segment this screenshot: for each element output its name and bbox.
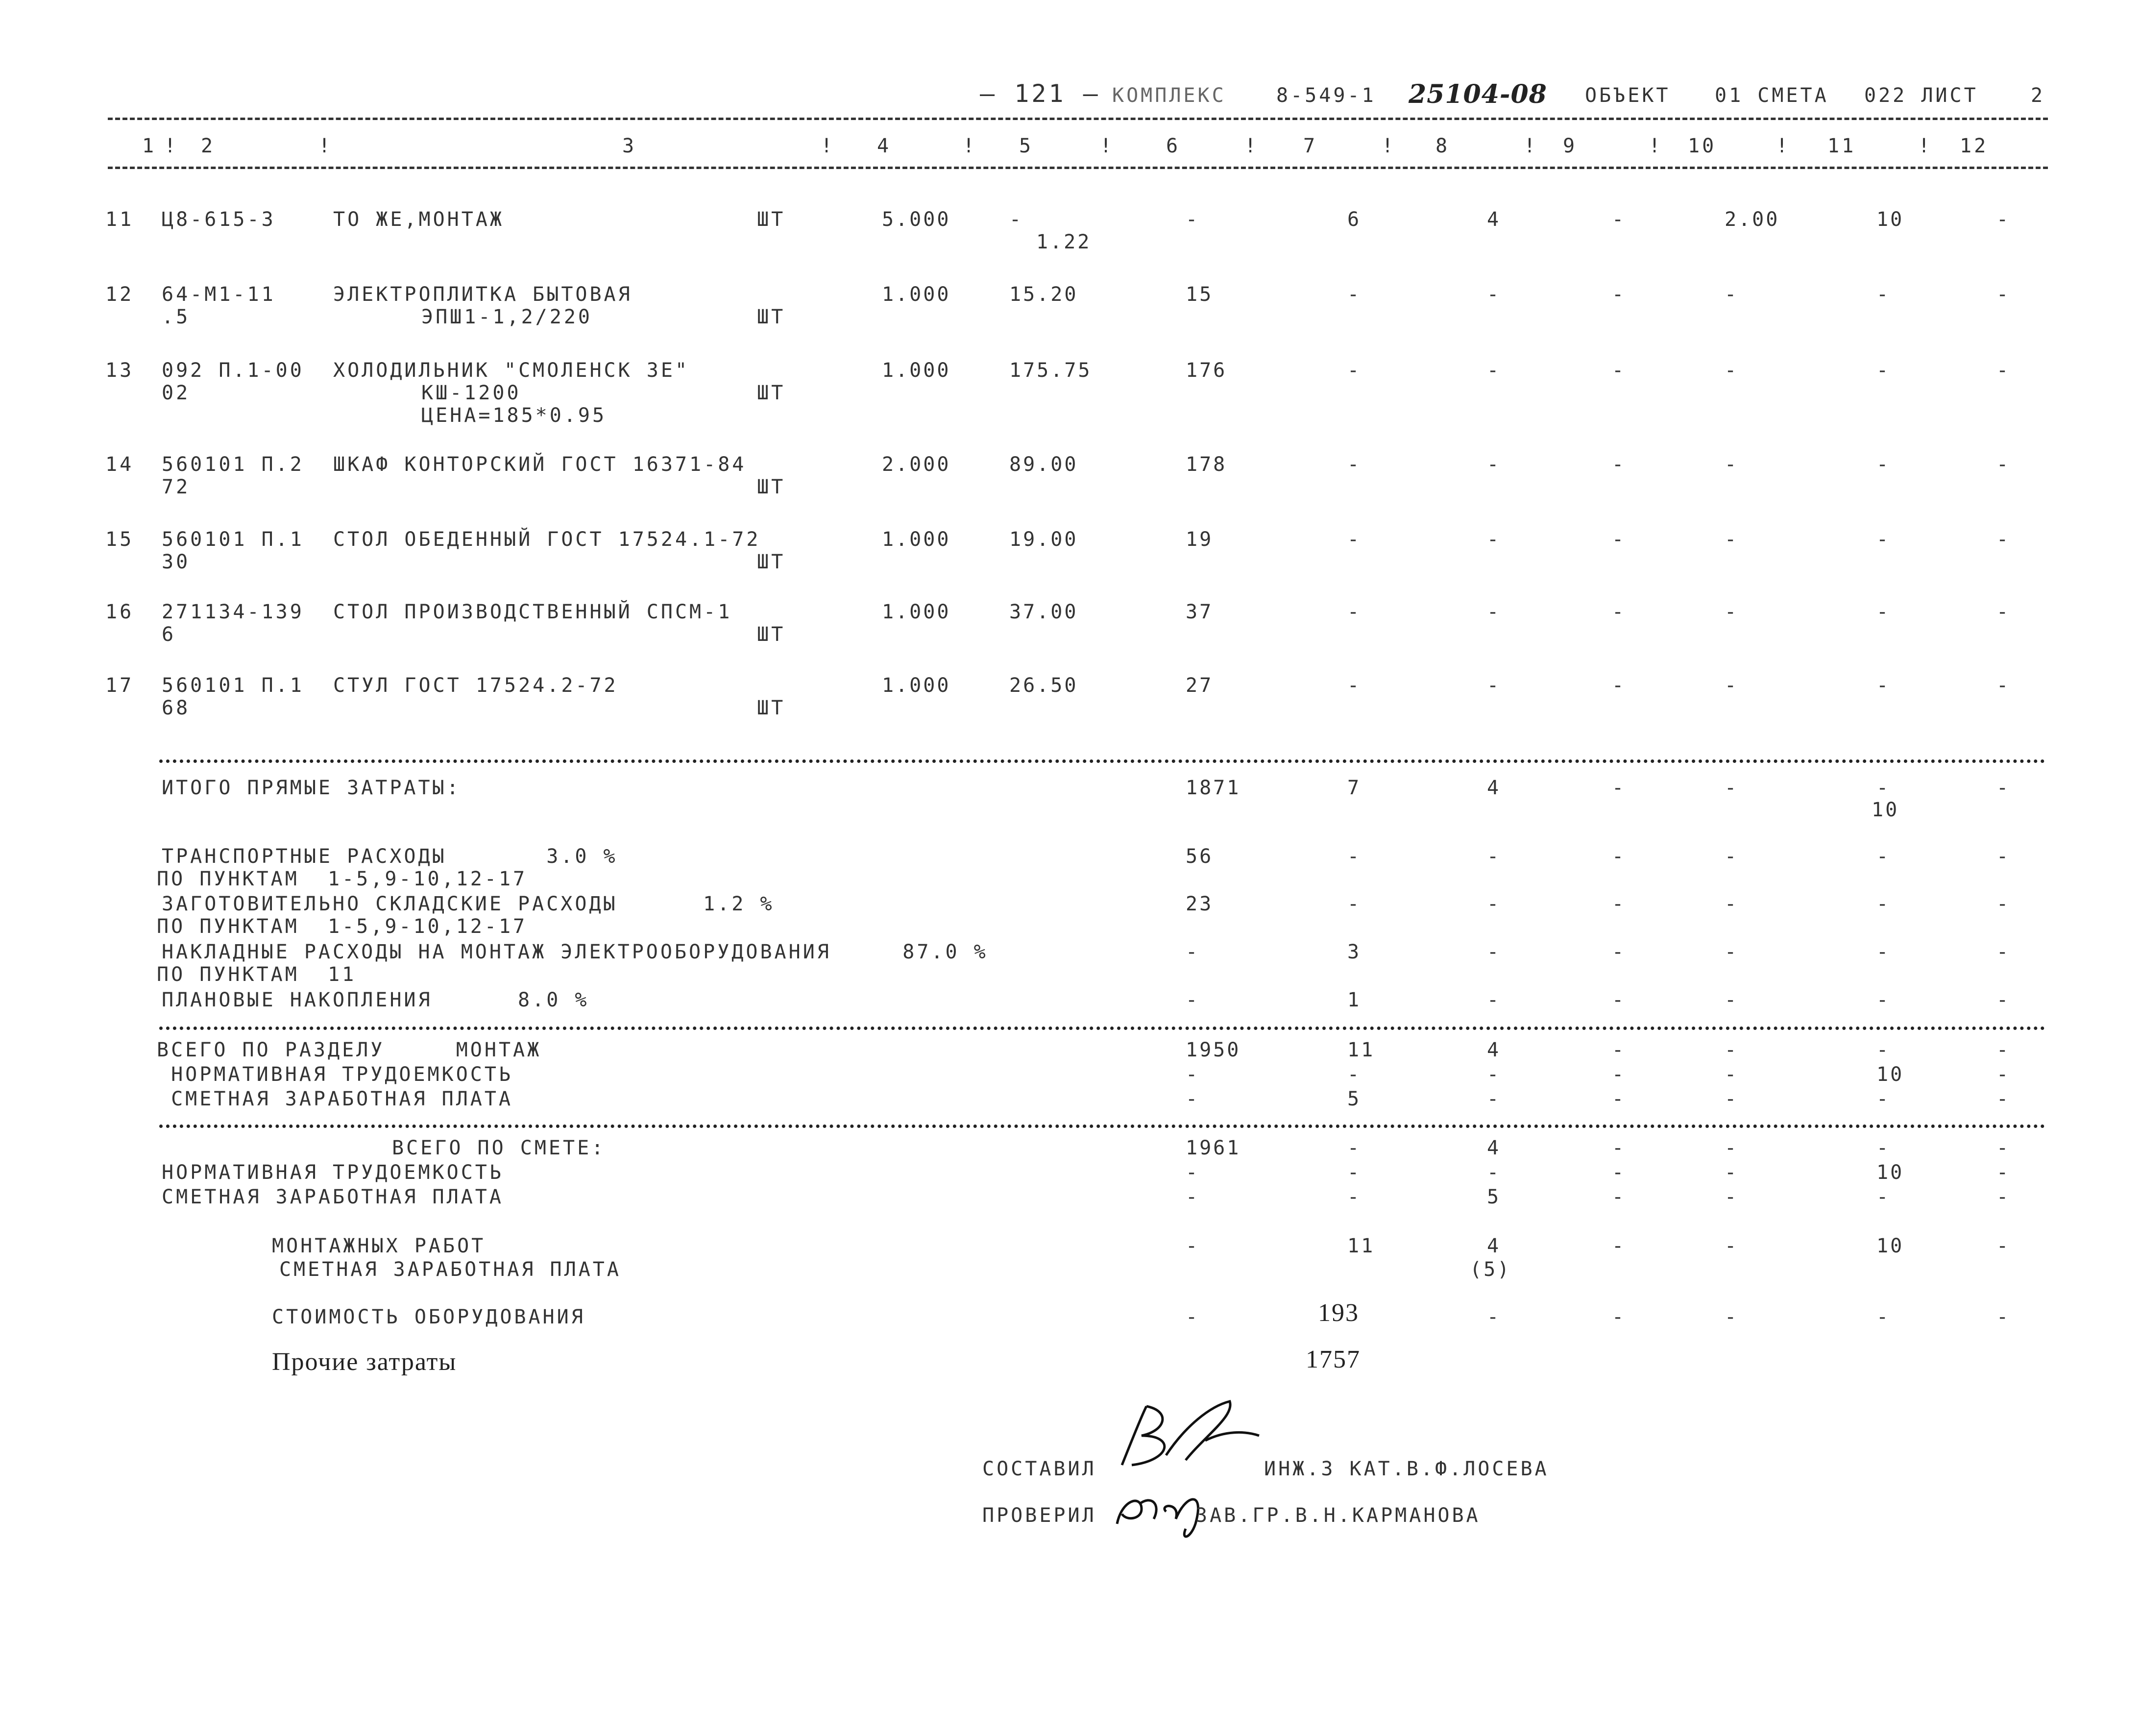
section-total-c11: 10 xyxy=(1876,1063,1904,1086)
row-code: 560101 П.1 xyxy=(162,674,304,697)
column-separator: ! xyxy=(1776,135,1791,157)
smeta-total-label: СМЕТНАЯ ЗАРАБОТНАЯ ПЛАТА xyxy=(162,1186,504,1208)
smeta-total-c8: 4 xyxy=(1487,1137,1501,1159)
equipment-c9: - xyxy=(1612,1306,1626,1328)
row-c12: - xyxy=(1996,283,2011,306)
row-c12: - xyxy=(1996,674,2011,697)
smeta-total-c10: - xyxy=(1725,1137,1739,1159)
row-price: 15.20 xyxy=(1009,283,1078,306)
row-name: ХОЛОДИЛЬНИК "СМОЛЕНСК 3Е" xyxy=(333,359,690,382)
row-c6: 19 xyxy=(1186,528,1214,551)
row-quantity: 1.000 xyxy=(882,528,951,551)
overhead-label: ПЛАНОВЫЕ НАКОПЛЕНИЯ 8.0 % xyxy=(162,989,589,1011)
row-c8: 4 xyxy=(1487,208,1501,231)
montazh-c12: - xyxy=(1996,1235,2011,1257)
smeta-total-c7: - xyxy=(1347,1137,1362,1159)
column-separator: ! xyxy=(1524,135,1538,157)
smeta-total-c12: - xyxy=(1996,1137,2011,1159)
itogo-label: ИТОГО ПРЯМЫЕ ЗАТРАТЫ: xyxy=(162,777,461,799)
checked-by-name: ЗАВ.ГР.В.Н.КАРМАНОВА xyxy=(1195,1504,1481,1527)
row-c8: - xyxy=(1487,601,1501,623)
row-code-suffix: .5 xyxy=(162,306,191,328)
column-number-5: 5 xyxy=(1019,135,1034,157)
overhead-c9: - xyxy=(1612,893,1626,915)
row-c6: 27 xyxy=(1186,674,1214,697)
column-separator: ! xyxy=(1100,135,1115,157)
section-total-c11: - xyxy=(1876,1039,1891,1061)
sheet-number: 2 xyxy=(2031,84,2045,107)
overhead-c11: - xyxy=(1876,893,1891,915)
row-c6: 178 xyxy=(1186,453,1227,476)
section-total-c12: - xyxy=(1996,1039,2011,1061)
column-number-9: 9 xyxy=(1563,135,1578,157)
itogo-c11-line2: 10 xyxy=(1872,799,1899,821)
row-c11: - xyxy=(1876,674,1891,697)
overhead-label: ЗАГОТОВИТЕЛЬНО СКЛАДСКИЕ РАСХОДЫ 1.2 % xyxy=(162,893,775,915)
row-name-line3: ЦЕНА=185*0.95 xyxy=(421,404,607,427)
row-c6: 176 xyxy=(1186,359,1227,382)
section-total-c7: - xyxy=(1347,1063,1362,1086)
row-c11: - xyxy=(1876,359,1891,382)
overhead-c6: 23 xyxy=(1186,893,1214,915)
overhead-subject: ПО ПУНКТАМ 1-5,9-10,12-17 xyxy=(157,868,528,890)
column-number-1: 1 xyxy=(142,135,157,157)
row-unit: ШТ xyxy=(757,551,786,573)
section-total-c7: 11 xyxy=(1347,1039,1375,1061)
row-number: 13 xyxy=(105,359,134,382)
row-unit: ШТ xyxy=(757,476,786,498)
column-separator: ! xyxy=(1649,135,1663,157)
row-c7: - xyxy=(1347,528,1362,551)
overhead-subject: ПО ПУНКТАМ 1-5,9-10,12-17 xyxy=(157,915,528,938)
smeta-total-c11: - xyxy=(1876,1186,1891,1208)
row-c7: - xyxy=(1347,453,1362,476)
row-c7: - xyxy=(1347,674,1362,697)
row-price: 19.00 xyxy=(1009,528,1078,551)
column-separator: ! xyxy=(1382,135,1396,157)
row-name: СТОЛ ПРОИЗВОДСТВЕННЫЙ СПСМ-1 xyxy=(333,601,732,623)
row-name: СТУЛ ГОСТ 17524.2-72 xyxy=(333,674,618,697)
row-code: 560101 П.1 xyxy=(162,528,304,551)
overhead-c12: - xyxy=(1996,941,2011,963)
row-code-suffix: 30 xyxy=(162,551,191,573)
page-number: – 121 – xyxy=(980,79,1100,108)
other-costs-value: 1757 xyxy=(1306,1345,1361,1373)
smeta-total-c9: - xyxy=(1612,1161,1626,1184)
smeta-total-label: НОРМАТИВНАЯ ТРУДОЕМКОСТЬ xyxy=(162,1161,504,1184)
row-code: 64-М1-11 xyxy=(162,283,276,306)
row-quantity: 5.000 xyxy=(882,208,951,231)
montazh-c6: - xyxy=(1186,1235,1200,1257)
row-c7: - xyxy=(1347,359,1362,382)
itogo-c10: - xyxy=(1725,777,1739,799)
section-total-c8: 4 xyxy=(1487,1039,1501,1061)
montazh-c7: 11 xyxy=(1347,1235,1375,1257)
row-c7: - xyxy=(1347,283,1362,306)
overhead-subject: ПО ПУНКТАМ 11 xyxy=(157,963,357,986)
section-total-c10: - xyxy=(1725,1039,1739,1061)
row-number: 11 xyxy=(105,208,134,231)
dotted-divider-2 xyxy=(159,1027,2045,1030)
section-total-c10: - xyxy=(1725,1088,1739,1110)
row-c10: - xyxy=(1725,453,1739,476)
overhead-c10: - xyxy=(1725,893,1739,915)
row-c6: 15 xyxy=(1186,283,1214,306)
project-number: 25104-08 xyxy=(1409,79,1547,109)
equipment-c8: - xyxy=(1487,1306,1501,1328)
montazh-c10: - xyxy=(1725,1235,1739,1257)
row-c11: - xyxy=(1876,601,1891,623)
row-unit: ШТ xyxy=(757,382,786,404)
row-number: 14 xyxy=(105,453,134,476)
column-separator: ! xyxy=(164,135,179,157)
row-c10: - xyxy=(1725,601,1739,623)
smeta-total-c6: 1961 xyxy=(1186,1137,1241,1159)
row-c8: - xyxy=(1487,283,1501,306)
row-c8: - xyxy=(1487,453,1501,476)
smeta-total-label: ВСЕГО ПО СМЕТЕ: xyxy=(392,1137,606,1159)
dotted-divider-3 xyxy=(159,1125,2045,1128)
column-number-8: 8 xyxy=(1435,135,1450,157)
montazh-c9: - xyxy=(1612,1235,1626,1257)
itogo-c12: - xyxy=(1996,777,2011,799)
section-total-label: СМЕТНАЯ ЗАРАБОТНАЯ ПЛАТА xyxy=(157,1088,513,1110)
row-c9: - xyxy=(1612,283,1626,306)
row-c8: - xyxy=(1487,359,1501,382)
column-number-4: 4 xyxy=(877,135,892,157)
compiled-by-label: СОСТАВИЛ xyxy=(982,1458,1096,1480)
overhead-c11: - xyxy=(1876,989,1891,1011)
row-quantity: 1.000 xyxy=(882,359,951,382)
overhead-c11: - xyxy=(1876,941,1891,963)
column-separator: ! xyxy=(318,135,333,157)
row-c6: 37 xyxy=(1186,601,1214,623)
overhead-c11: - xyxy=(1876,845,1891,868)
smeta-total-c12: - xyxy=(1996,1186,2011,1208)
dotted-divider-1 xyxy=(159,759,2045,763)
compiled-by-name: ИНЖ.3 КАТ.В.Ф.ЛОСЕВА xyxy=(1264,1458,1549,1480)
smeta-total-c11: - xyxy=(1876,1137,1891,1159)
row-quantity: 1.000 xyxy=(882,674,951,697)
itogo-c9: - xyxy=(1612,777,1626,799)
column-separator: ! xyxy=(963,135,977,157)
equipment-c7: 193 xyxy=(1318,1299,1359,1327)
row-c11: 10 xyxy=(1876,208,1904,231)
section-total-label: ВСЕГО ПО РАЗДЕЛУ МОНТАЖ xyxy=(157,1039,542,1061)
column-number-3: 3 xyxy=(622,135,637,157)
section-total-c6: - xyxy=(1186,1088,1200,1110)
column-number-11: 11 xyxy=(1827,135,1856,157)
section-total-c6: 1950 xyxy=(1186,1039,1241,1061)
equipment-c10: - xyxy=(1725,1306,1739,1328)
row-unit: ШТ xyxy=(757,697,786,719)
row-code-suffix: 02 xyxy=(162,382,191,404)
smeta-total-c8: - xyxy=(1487,1161,1501,1184)
itogo-c7: 7 xyxy=(1347,777,1362,799)
row-c12: - xyxy=(1996,601,2011,623)
column-number-2: 2 xyxy=(201,135,216,157)
overhead-c10: - xyxy=(1725,989,1739,1011)
checked-by-label: ПРОВЕРИЛ xyxy=(982,1504,1096,1527)
row-c9: - xyxy=(1612,359,1626,382)
smeta-total-c11: 10 xyxy=(1876,1161,1904,1184)
row-c10: - xyxy=(1725,359,1739,382)
montazh-c8-line2: (5) xyxy=(1470,1258,1511,1281)
overhead-c10: - xyxy=(1725,845,1739,868)
complex-code: 8-549-1 xyxy=(1276,84,1376,107)
overhead-c7: - xyxy=(1347,845,1362,868)
overhead-c9: - xyxy=(1612,989,1626,1011)
smeta-total-c12: - xyxy=(1996,1161,2011,1184)
row-price: - xyxy=(1009,208,1023,231)
smeta-total-c10: - xyxy=(1725,1186,1739,1208)
row-number: 12 xyxy=(105,283,134,306)
section-total-c6: - xyxy=(1186,1063,1200,1086)
section-total-label: НОРМАТИВНАЯ ТРУДОЕМКОСТЬ xyxy=(157,1063,513,1086)
overhead-c7: - xyxy=(1347,893,1362,915)
montazh-label: МОНТАЖНЫХ РАБОТ xyxy=(272,1235,486,1257)
smeta-label: 01 СМЕТА xyxy=(1715,84,1829,107)
section-total-c12: - xyxy=(1996,1088,2011,1110)
overhead-c12: - xyxy=(1996,845,2011,868)
section-total-c9: - xyxy=(1612,1088,1626,1110)
overhead-label: НАКЛАДНЫЕ РАСХОДЫ НА МОНТАЖ ЭЛЕКТРООБОРУДОВАНИЯ 87.0 % xyxy=(162,941,988,963)
column-number-7: 7 xyxy=(1303,135,1318,157)
row-c11: - xyxy=(1876,453,1891,476)
row-code-suffix: 72 xyxy=(162,476,191,498)
row-c9: - xyxy=(1612,453,1626,476)
row-c7: 6 xyxy=(1347,208,1362,231)
section-total-c12: - xyxy=(1996,1063,2011,1086)
row-c12: - xyxy=(1996,528,2011,551)
section-total-c11: - xyxy=(1876,1088,1891,1110)
overhead-c6: - xyxy=(1186,989,1200,1011)
row-price: 89.00 xyxy=(1009,453,1078,476)
column-number-6: 6 xyxy=(1166,135,1181,157)
montazh-c8: 4 xyxy=(1487,1235,1501,1257)
row-c12: - xyxy=(1996,208,2011,231)
row-c8: - xyxy=(1487,674,1501,697)
row-number: 15 xyxy=(105,528,134,551)
smeta-total-c7: - xyxy=(1347,1161,1362,1184)
overhead-c9: - xyxy=(1612,941,1626,963)
column-number-10: 10 xyxy=(1688,135,1717,157)
overhead-label: ТРАНСПОРТНЫЕ РАСХОДЫ 3.0 % xyxy=(162,845,618,868)
row-c11: - xyxy=(1876,528,1891,551)
overhead-c8: - xyxy=(1487,989,1501,1011)
row-unit: ШТ xyxy=(757,306,786,328)
overhead-c10: - xyxy=(1725,941,1739,963)
montazh-sub-label: СМЕТНАЯ ЗАРАБОТНАЯ ПЛАТА xyxy=(279,1258,621,1281)
smeta-total-c6: - xyxy=(1186,1161,1200,1184)
row-code-suffix: 6 xyxy=(162,623,176,646)
column-separator: ! xyxy=(1244,135,1259,157)
sheet-label: 022 ЛИСТ xyxy=(1864,84,1978,107)
section-total-c9: - xyxy=(1612,1063,1626,1086)
row-quantity: 1.000 xyxy=(882,283,951,306)
row-quantity: 2.000 xyxy=(882,453,951,476)
section-total-c8: - xyxy=(1487,1088,1501,1110)
itogo-c11: - xyxy=(1876,777,1891,799)
row-c9: - xyxy=(1612,208,1626,231)
row-name: ШКАФ КОНТОРСКИЙ ГОСТ 16371-84 xyxy=(333,453,747,476)
row-code: Ц8-615-3 xyxy=(162,208,276,231)
column-separator: ! xyxy=(821,135,835,157)
row-code: 092 П.1-00 xyxy=(162,359,304,382)
overhead-c7: 3 xyxy=(1347,941,1362,963)
row-c9: - xyxy=(1612,674,1626,697)
overhead-c9: - xyxy=(1612,845,1626,868)
overhead-c12: - xyxy=(1996,893,2011,915)
row-name: СТОЛ ОБЕДЕННЫЙ ГОСТ 17524.1-72 xyxy=(333,528,761,551)
signature-1-icon xyxy=(1112,1396,1269,1480)
overhead-c6: - xyxy=(1186,941,1200,963)
row-name: ТО ЖЕ,МОНТАЖ xyxy=(333,208,504,231)
section-total-c7: 5 xyxy=(1347,1088,1362,1110)
row-c12: - xyxy=(1996,453,2011,476)
row-price: 37.00 xyxy=(1009,601,1078,623)
column-separator: ! xyxy=(1918,135,1933,157)
header-top-rule xyxy=(108,118,2048,120)
row-name-line2: КШ-1200 xyxy=(421,382,521,404)
other-costs-label: Прочие затраты xyxy=(272,1348,457,1376)
row-c8: - xyxy=(1487,528,1501,551)
itogo-c6: 1871 xyxy=(1186,777,1241,799)
overhead-c7: 1 xyxy=(1347,989,1362,1011)
row-name-line2: ЭПШ1-1,2/220 xyxy=(421,306,592,328)
row-c10: - xyxy=(1725,528,1739,551)
overhead-c8: - xyxy=(1487,941,1501,963)
header-bottom-rule xyxy=(108,167,2048,169)
row-c12: - xyxy=(1996,359,2011,382)
row-c6: - xyxy=(1186,208,1200,231)
equipment-c12: - xyxy=(1996,1306,2011,1328)
smeta-total-c8: 5 xyxy=(1487,1186,1501,1208)
section-total-c9: - xyxy=(1612,1039,1626,1061)
row-code-suffix: 68 xyxy=(162,697,191,719)
row-unit: ШТ xyxy=(757,208,786,231)
row-code: 560101 П.2 xyxy=(162,453,304,476)
overhead-c12: - xyxy=(1996,989,2011,1011)
row-price-line2: 1.22 xyxy=(1036,231,1092,253)
smeta-total-c9: - xyxy=(1612,1137,1626,1159)
overhead-c8: - xyxy=(1487,845,1501,868)
row-quantity: 1.000 xyxy=(882,601,951,623)
overhead-c8: - xyxy=(1487,893,1501,915)
row-number: 16 xyxy=(105,601,134,623)
section-total-c8: - xyxy=(1487,1063,1501,1086)
object-label: ОБЪЕКТ xyxy=(1585,84,1671,107)
row-name: ЭЛЕКТРОПЛИТКА БЫТОВАЯ xyxy=(333,283,633,306)
row-c9: - xyxy=(1612,601,1626,623)
complex-label: КОМПЛЕКС xyxy=(1112,84,1226,107)
smeta-total-c9: - xyxy=(1612,1186,1626,1208)
row-c11: - xyxy=(1876,283,1891,306)
row-c7: - xyxy=(1347,601,1362,623)
smeta-total-c6: - xyxy=(1186,1186,1200,1208)
itogo-c8: 4 xyxy=(1487,777,1501,799)
montazh-c11: 10 xyxy=(1876,1235,1904,1257)
row-c9: - xyxy=(1612,528,1626,551)
row-price: 26.50 xyxy=(1009,674,1078,697)
equipment-c6: - xyxy=(1186,1306,1200,1328)
row-code: 271134-139 xyxy=(162,601,304,623)
overhead-c6: 56 xyxy=(1186,845,1214,868)
row-c10: - xyxy=(1725,674,1739,697)
column-number-12: 12 xyxy=(1960,135,1989,157)
row-unit: ШТ xyxy=(757,623,786,646)
row-c10: - xyxy=(1725,283,1739,306)
smeta-total-c10: - xyxy=(1725,1161,1739,1184)
equipment-c11: - xyxy=(1876,1306,1891,1328)
row-price: 175.75 xyxy=(1009,359,1092,382)
section-total-c10: - xyxy=(1725,1063,1739,1086)
row-c10: 2.00 xyxy=(1725,208,1780,231)
smeta-total-c7: - xyxy=(1347,1186,1362,1208)
equipment-label: СТОИМОСТЬ ОБОРУДОВАНИЯ xyxy=(272,1306,585,1328)
row-number: 17 xyxy=(105,674,134,697)
